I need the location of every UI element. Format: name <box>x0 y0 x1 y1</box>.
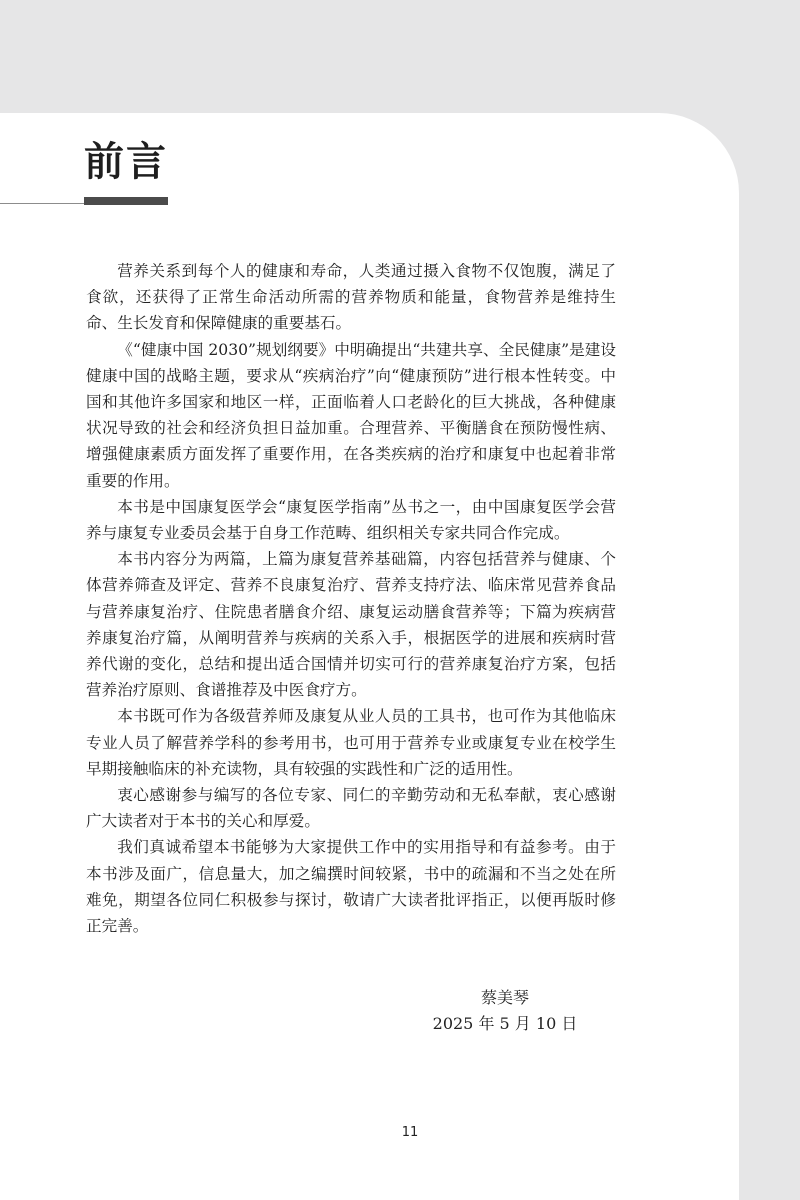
paragraph: 我们真诚希望本书能够为大家提供工作中的实用指导和有益参考。由于本书涉及面广，信息量大，加之编撰时间较紧，书中的疏漏和不当之处在所难免，期望各位同仁积极参与探讨，敬请广大读者批评指正，以便再版时修正完善。 <box>86 838 616 936</box>
paragraph: 《“健康中国 2030”规划纲要》中明确提出“共建共享、全民健康”是建设健康中国的战略主题，要求从“疾病治疗”向“健康预防”进行根本性转变。中国和其他许多国家和地区一样，正面临着人口老龄化的巨大挑战，各种健康状况导致的社会和经济负担日益加重。合理营养、平衡膳食在预防慢性病、增强健康素质方面发挥了重要作用，在各类疾病的治疗和康复中也起着非常重要的作用。 <box>86 340 616 490</box>
page-title: 前言 <box>84 139 168 185</box>
paragraph: 本书是中国康复医学会“康复医学指南”丛书之一，由中国康复医学会营养与康复专业委员会基于自身工作范畴、组织相关专家共同合作完成。 <box>86 497 616 543</box>
author-name: 蔡美琴 <box>480 988 529 1007</box>
page-number: 11 <box>401 1125 419 1140</box>
preface-body <box>86 258 616 939</box>
signature-block <box>420 985 590 1037</box>
signature-date: 2025 年 5 月 10 日 <box>432 1014 578 1033</box>
paragraph: 营养关系到每个人的健康和寿命，人类通过摄入食物不仅饱腹，满足了食欲，还获得了正常生命活动所需的营养物质和能量，食物营养是维持生命、生长发育和保障健康的重要基石。 <box>86 262 616 333</box>
title-rule <box>0 203 84 204</box>
paragraph: 本书内容分为两篇，上篇为康复营养基础篇，内容包括营养与健康、个体营养筛查及评定、营养不良康复治疗、营养支持疗法、临床常见营养食品与营养康复治疗、住院患者膳食介绍、康复运动膳食营养等；下篇为疾病营养康复治疗篇，从阐明营养与疾病的关系入手，根据医学的进展和疾病时营养代谢的变化，总结和提出适合国情并切实可行的营养康复治疗方案，包括营养治疗原则、食谱推荐及中医食疗方。 <box>86 550 616 700</box>
paragraph: 衷心感谢参与编写的各位专家、同仁的辛勤劳动和无私奉献，衷心感谢广大读者对于本书的关心和厚爱。 <box>86 786 616 831</box>
title-underline-bar <box>84 197 168 205</box>
paragraph: 本书既可作为各级营养师及康复从业人员的工具书，也可作为其他临床专业人员了解营养学科的参考用书，也可用于营养专业或康复专业在校学生早期接触临床的补充读物，具有较强的实践性和广泛的适用性。 <box>86 707 616 778</box>
